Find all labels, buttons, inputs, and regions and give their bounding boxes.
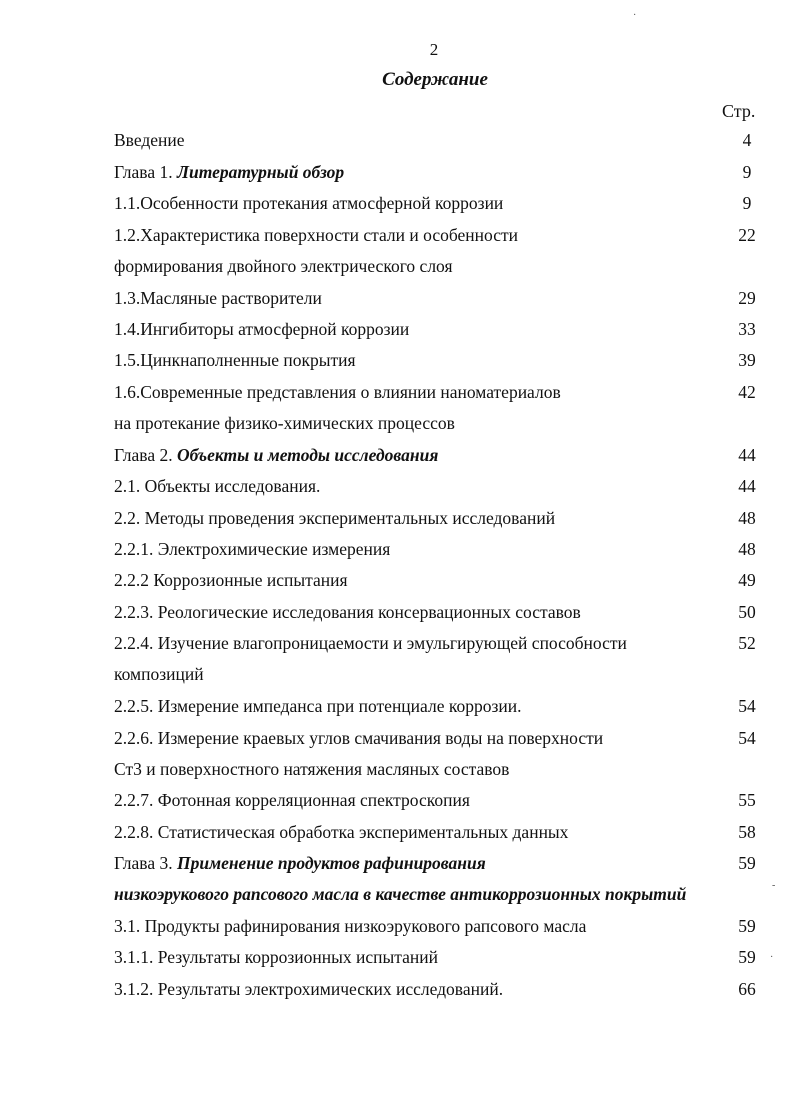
toc-entry-page: 54 [738, 696, 756, 716]
toc-entry-title [114, 506, 555, 530]
toc-entry-prefix: 2.2. Методы проведения экспериментальных исследований [114, 508, 556, 528]
toc-entry-title [114, 160, 344, 184]
toc-entry-prefix: 2.2.6. Измерение краевых углов смачивания воды на поверхности [114, 728, 604, 748]
toc-entry [114, 380, 774, 404]
page-number: 2 [429, 40, 439, 59]
toc-entry-page: 66 [738, 979, 756, 999]
toc-entry [114, 631, 774, 655]
toc-entry [114, 191, 774, 215]
toc-entry [114, 223, 774, 247]
toc-entry-prefix: 3.1.1. Результаты коррозионных испытаний [114, 947, 438, 967]
toc-entry-title [114, 662, 204, 686]
toc-entry-prefix: на протекание физико-химических процессов [114, 413, 455, 433]
toc-entry [114, 726, 774, 750]
toc-entry-prefix: 2.2.8. Статистическая обработка экспериментальных данных [114, 822, 569, 842]
toc-entry-page: 59 [738, 853, 756, 873]
toc-entry-title [114, 788, 470, 812]
toc-entry-title [114, 317, 409, 341]
toc-entry-prefix: 1.6.Современные представления о влиянии наноматериалов [114, 382, 561, 402]
toc-entry-prefix: 2.2.7. Фотонная корреляционная спектроскопия [114, 790, 470, 810]
toc-entry-title [114, 882, 686, 906]
toc-entry [114, 662, 774, 686]
toc-entry-prefix: Введение [114, 130, 185, 150]
toc-entry-title [114, 411, 455, 435]
toc-entry-title [114, 757, 509, 781]
toc-entry-prefix: композиций [114, 664, 204, 684]
toc-entry-prefix: 1.4.Ингибиторы атмосферной коррозии [114, 319, 410, 339]
toc-entry-page: 52 [738, 633, 756, 653]
toc-entry-emphasis: Объекты и методы исследования [176, 445, 439, 465]
toc-entry-prefix: Глава 3. [114, 853, 177, 873]
toc-entry-page: 29 [738, 288, 756, 308]
scan-speck: - [772, 880, 776, 891]
toc-entry-title [114, 474, 320, 498]
page-column-label: Стр. [722, 101, 756, 121]
toc-entry [114, 411, 774, 435]
toc-entry [114, 474, 774, 498]
toc-entry-title [114, 254, 453, 278]
toc-entry [114, 757, 774, 781]
toc-entry-page: 49 [738, 570, 756, 590]
toc-entry [114, 254, 774, 278]
toc-entry [114, 537, 774, 561]
toc-entry-prefix: 1.3.Масляные растворители [114, 288, 322, 308]
toc-entry-page: 22 [738, 225, 756, 245]
toc-entry [114, 160, 774, 184]
toc-entry-title [114, 726, 603, 750]
toc-entry-page: 59 [738, 916, 756, 936]
toc-entry-page: 54 [738, 728, 756, 748]
toc-entry [114, 694, 774, 718]
toc-entry [114, 945, 774, 969]
toc-entry-title [114, 977, 503, 1001]
toc-entry-prefix: 1.2.Характеристика поверхности стали и особенности [114, 225, 518, 245]
toc-entry-prefix: формирования двойного электрического слоя [114, 256, 453, 276]
toc-entry [114, 348, 774, 372]
toc-entry-title [114, 191, 503, 215]
toc-entry [114, 443, 774, 467]
toc-entry-prefix: 2.2.4. Изучение влагопроницаемости и эмульгирующей способности [114, 633, 627, 653]
toc-entry-prefix: 2.1. Объекты исследования. [114, 476, 321, 496]
scan-speck: · [633, 10, 637, 21]
toc-entry-prefix: 2.2.5. Измерение импеданса при потенциале коррозии. [114, 696, 522, 716]
toc-entry-page: 50 [738, 602, 756, 622]
toc-entry [114, 977, 774, 1001]
toc-entry [114, 506, 774, 530]
page-title: Содержание [382, 69, 488, 90]
toc-entry-page: 59 [738, 947, 756, 967]
toc-entry-title [114, 945, 438, 969]
toc-entry-title [114, 537, 390, 561]
toc-entry-prefix: Глава 2. [114, 445, 177, 465]
toc-entry-page: 44 [738, 476, 756, 496]
toc-entry-emphasis: Применение продуктов рафинирования [176, 853, 486, 873]
toc-entry-title [114, 286, 322, 310]
toc-entry-page: 48 [738, 508, 756, 528]
toc-entry [114, 882, 774, 906]
toc-entry-page: 58 [738, 822, 756, 842]
toc-entry [114, 600, 774, 624]
toc-entry [114, 317, 774, 341]
toc-entry-emphasis: низкоэрукового рапсового масла в качестве антикоррозионных покрытий [114, 884, 687, 904]
toc-entry-title [114, 914, 586, 938]
toc-entry [114, 914, 774, 938]
toc-entry-page: 9 [742, 162, 752, 182]
toc-entry-prefix: 1.1.Особенности протекания атмосферной коррозии [114, 193, 504, 213]
toc-entry-prefix: 3.1.2. Результаты электрохимических исследований. [114, 979, 504, 999]
toc-entry-page: 4 [742, 130, 752, 150]
toc-entry-title [114, 820, 568, 844]
toc-entry-title [114, 600, 581, 624]
scan-speck: · [770, 952, 774, 963]
toc-entry-title [114, 128, 185, 152]
toc-entry-title [114, 348, 356, 372]
toc-entry-title [114, 380, 561, 404]
toc-entry [114, 820, 774, 844]
toc-entry [114, 286, 774, 310]
toc-entry-prefix: 2.2.3. Реологические исследования консервационных составов [114, 602, 581, 622]
toc-entry-prefix: 1.5.Цинкнаполненные покрытия [114, 350, 356, 370]
toc-entry [114, 128, 774, 152]
toc-entry-title [114, 631, 627, 655]
toc-entry-title [114, 443, 438, 467]
toc-entry-page: 39 [738, 350, 756, 370]
toc-entry-page: 33 [738, 319, 756, 339]
toc-entry-page: 48 [738, 539, 756, 559]
toc-entry-prefix: Глава 1. [114, 162, 177, 182]
toc-entry-title [114, 223, 518, 247]
toc-entry [114, 851, 774, 875]
toc-entry-prefix: 2.2.2 Коррозионные испытания [114, 570, 348, 590]
toc-entry [114, 568, 774, 592]
toc-entry-page: 42 [738, 382, 756, 402]
toc-entry [114, 788, 774, 812]
toc-entry-prefix: 2.2.1. Электрохимические измерения [114, 539, 391, 559]
toc-entry-page: 44 [738, 445, 756, 465]
toc-entry-page: 9 [742, 193, 752, 213]
toc-entry-page: 55 [738, 790, 756, 810]
toc-entry-title [114, 851, 486, 875]
toc-entry-emphasis: Литературный обзор [176, 162, 345, 182]
toc-entry-title [114, 568, 348, 592]
toc-entry-prefix: 3.1. Продукты рафинирования низкоэрукового рапсового масла [114, 916, 587, 936]
toc-entry-title [114, 694, 521, 718]
toc-entry-prefix: Ст3 и поверхностного натяжения масляных составов [114, 759, 510, 779]
